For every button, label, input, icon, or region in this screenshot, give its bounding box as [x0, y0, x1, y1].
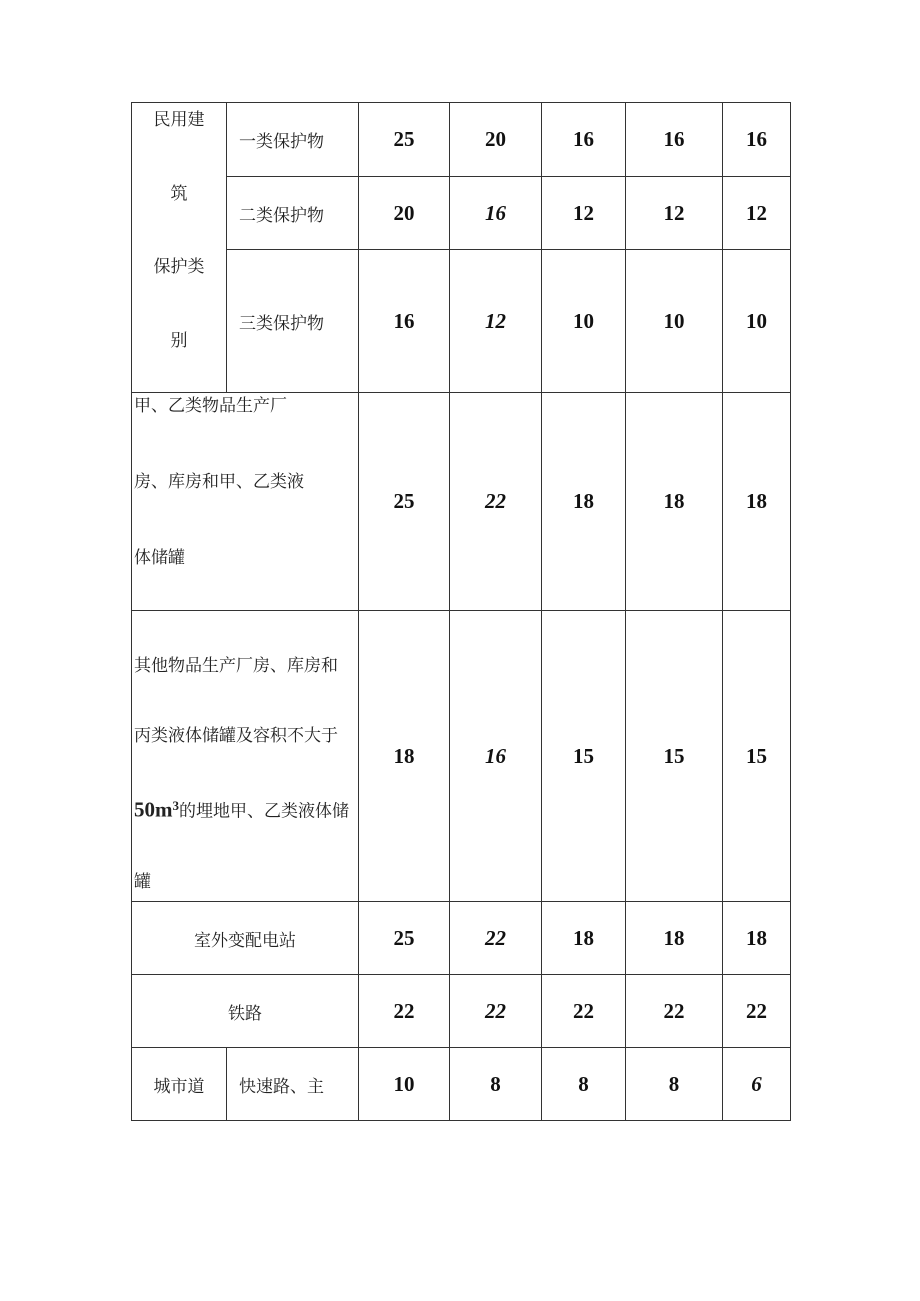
category-railway: 铁路 [132, 975, 359, 1048]
value-cell: 16 [542, 103, 626, 177]
value-cell: 10 [542, 250, 626, 393]
category-label-line: 的埋地甲、乙类液体储 [179, 801, 349, 822]
value-cell: 18 [542, 902, 626, 975]
table-row [132, 902, 791, 975]
table-row [132, 177, 791, 250]
category-substation: 室外变配电站 [132, 902, 359, 975]
value-cell: 22 [723, 975, 791, 1048]
value-cell: 8 [542, 1048, 626, 1121]
category-label-line: 保护类 [153, 257, 205, 277]
category-label-line: 筑 [170, 184, 188, 204]
value-cell: 10 [723, 250, 791, 393]
value-cell: 16 [626, 103, 723, 177]
volume-exponent: 3 [172, 798, 179, 813]
value-cell: 12 [542, 177, 626, 250]
table-row [132, 611, 791, 902]
category-label-line: 民用建 [153, 110, 205, 130]
table-row [132, 975, 791, 1048]
value-cell: 10 [626, 250, 723, 393]
value-cell: 18 [359, 611, 450, 902]
value-cell: 16 [723, 103, 791, 177]
value-cell: 22 [450, 393, 542, 611]
value-cell: 15 [723, 611, 791, 902]
category-city-road: 城市道 [132, 1048, 227, 1121]
subcategory-label: 三类保护物 [227, 250, 359, 393]
value-cell: 22 [450, 975, 542, 1048]
category-label-line-with-volume [134, 793, 356, 825]
category-class-ab [132, 393, 359, 611]
value-cell: 25 [359, 103, 450, 177]
value-cell: 18 [723, 902, 791, 975]
value-cell: 25 [359, 902, 450, 975]
value-cell: 12 [626, 177, 723, 250]
category-label-line: 丙类液体储罐及容积不大于 [134, 726, 338, 746]
value-cell: 10 [359, 1048, 450, 1121]
table-row [132, 250, 791, 393]
value-cell: 12 [450, 250, 542, 393]
category-other [132, 611, 359, 902]
value-cell: 20 [359, 177, 450, 250]
value-cell: 18 [626, 902, 723, 975]
table-row [132, 1048, 791, 1121]
value-cell: 15 [542, 611, 626, 902]
category-label-line: 体储罐 [134, 548, 185, 568]
value-cell: 8 [626, 1048, 723, 1121]
value-cell: 25 [359, 393, 450, 611]
volume-value: 50m [134, 797, 173, 822]
value-cell: 18 [723, 393, 791, 611]
value-cell: 16 [450, 177, 542, 250]
category-label-line: 房、库房和甲、乙类液 [134, 472, 304, 492]
category-civil-buildings [132, 103, 227, 393]
value-cell: 22 [450, 902, 542, 975]
category-label-line: 别 [170, 331, 188, 351]
category-label-line: 甲、乙类物品生产厂 [134, 396, 287, 416]
category-label-line: 其他物品生产厂房、库房和 [134, 656, 338, 676]
value-cell: 8 [450, 1048, 542, 1121]
subcategory-label: 二类保护物 [227, 177, 359, 250]
subcategory-label: 快速路、主 [227, 1048, 359, 1121]
category-label-line: 罐 [134, 871, 151, 892]
value-cell: 16 [359, 250, 450, 393]
distance-table [131, 102, 791, 1121]
value-cell: 6 [723, 1048, 791, 1121]
value-cell: 20 [450, 103, 542, 177]
value-cell: 18 [626, 393, 723, 611]
value-cell: 18 [542, 393, 626, 611]
value-cell: 15 [626, 611, 723, 902]
value-cell: 22 [359, 975, 450, 1048]
value-cell: 22 [542, 975, 626, 1048]
value-cell: 16 [450, 611, 542, 902]
table-row [132, 103, 791, 177]
value-cell: 12 [723, 177, 791, 250]
value-cell: 22 [626, 975, 723, 1048]
table-row [132, 393, 791, 611]
subcategory-label: 一类保护物 [227, 103, 359, 177]
